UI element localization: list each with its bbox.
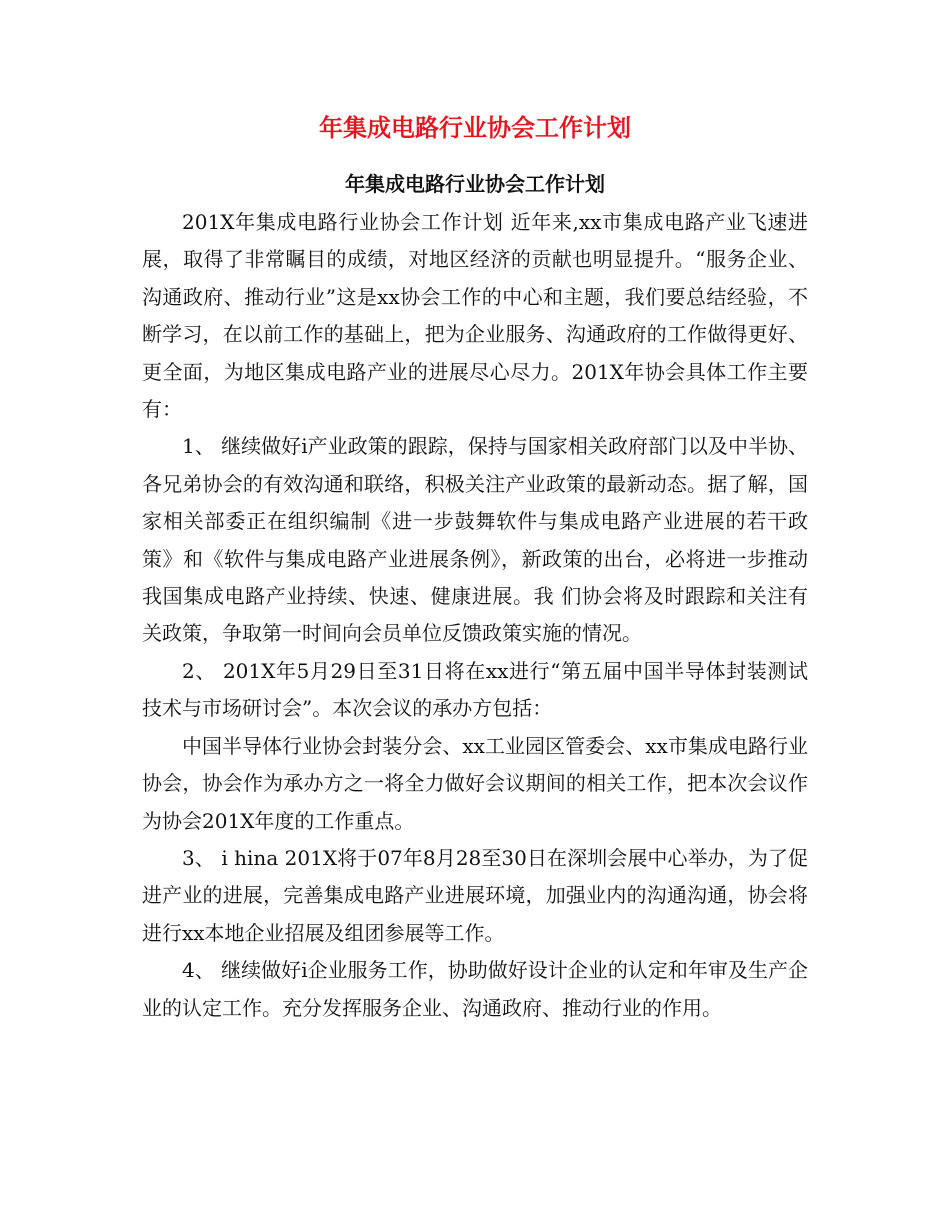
paragraph-intro: 201X年集成电路行业协会工作计划 近年来,xx市集成电路产业飞速进展，取得了非常瞩目的成绩，对地区经济的贡献也明显提升。“服务企业、沟通政府、推动行业”这是xx协会工作的中心和主题，我们要总结经验，不断学习，在以前工作的基础上，把为企业服务、沟通政府的工作做得更好、更全面，为地区集成电路产业的进展尽心尽力。201X年协会具体工作主要有： <box>142 210 808 422</box>
paragraph-item-1: 1、 继续做好i产业政策的跟踪，保持与国家相关政府部门以及中半协、各兄弟协会的有效沟通和联络，积极关注产业政策的最新动态。据了解，国家相关部委正在组织编制《进一步鼓舞软件与集成电路产业进展的若干政策》和《软件与集成电路产业进展条例》，新政策的出台，必将进一步推动我国集成电路产业持续、快速、健康进展。我 们协会将及时跟踪和关注有关政策，争取第一时间向会员单位反馈政策实施的情况。 <box>142 434 808 646</box>
document-subtitle: 年集成电路行业协会工作计划 <box>345 172 605 196</box>
paragraph-item-2-detail: 中国半导体行业协会封装分会、xx工业园区管委会、xx市集成电路行业协会，协会作为承办方之一将全力做好会议期间的相关工作，把本次会议作为协会201X年度的工作重点。 <box>142 733 808 833</box>
paragraph-item-3: 3、 i hina 201X将于07年8月28至30日在深圳会展中心举办，为了促进产业的进展，完善集成电路产业进展环境，加强业内的沟通沟通，协会将进行xx本地企业招展及组团参展等工作。 <box>142 845 808 945</box>
document-title: 年集成电路行业协会工作计划 <box>319 114 631 142</box>
paragraph-item-4: 4、 继续做好i企业服务工作，协助做好设计企业的认定和年审及生产企业的认定工作。充分发挥服务企业、沟通政府、推动行业的作用。 <box>142 958 808 1020</box>
paragraph-item-2: 2、 201X年5月29日至31日将在xx进行“第五届中国半导体封装测试技术与市场研讨会”。本次会议的承办方包括： <box>142 658 808 721</box>
document-body <box>142 204 808 1027</box>
